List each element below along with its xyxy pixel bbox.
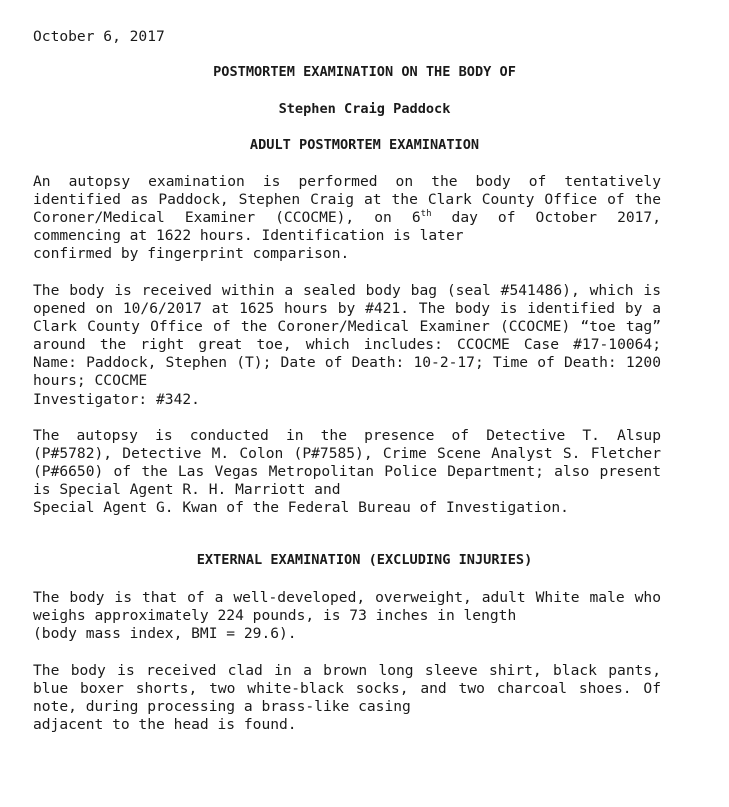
paragraph-text: The body is received clad in a brown long sleeve shirt, black pants, blue boxer shorts, two white-black socks, and two charcoal shoes. Of note, during processing a brass-like casing — [33, 662, 661, 716]
paragraph-text: The autopsy is conducted in the presence of Detective T. Alsup (P#5782), Detective M. Colon (P#7585), Crime Scene Analyst S. Fletcher (P#6650) of the Las Vegas Metropolitan Police Department; also present is Special Agent R. H. Marriott and — [33, 427, 661, 499]
paragraph-text: The body is that of a well-developed, overweight, adult White male who weighs approximately 224 pounds, is 73 inches in length — [33, 589, 661, 625]
paragraph-body-description — [33, 589, 661, 643]
paragraph-text: An autopsy examination is performed on the body of tentatively identified as Paddock, Stephen Craig at the Clark County Office of the Coroner/Medical Examiner (CCOCME), on 6 — [33, 173, 661, 227]
paragraph-clothing — [33, 662, 661, 734]
paragraph-autopsy-intro — [33, 173, 661, 263]
paragraph-text: The body is received within a sealed body bag (seal #541486), which is opened on 10/6/2017 at 1625 hours by #421. The body is identified by a Clark County Office of the Coroner/Medical Examiner (CCOCME) “toe tag” around the right great toe, which includes: CCOCME Case #17-10064; Name: Paddock, Stephen (T); Date of Death: 10-2-17; Time of Death: 1200 hours; CCOCME — [33, 282, 661, 390]
paragraph-presence — [33, 427, 661, 517]
ordinal-suffix: th — [420, 209, 432, 220]
external-exam-heading: EXTERNAL EXAMINATION (EXCLUDING INJURIES) — [196, 552, 533, 568]
paragraph-last-line: adjacent to the head is found. — [33, 716, 297, 734]
document-title: POSTMORTEM EXAMINATION ON THE BODY OF — [213, 64, 516, 80]
exam-type-heading: ADULT POSTMORTEM EXAMINATION — [249, 137, 480, 153]
paragraph-text: day of October 2017, commencing at 1622 hours. Identification is later — [33, 209, 661, 245]
subject-name: Stephen Craig Paddock — [278, 101, 451, 117]
paragraph-body-received — [33, 282, 661, 409]
paragraph-last-line: (body mass index, BMI = 29.6). — [33, 625, 297, 643]
document-date: October 6, 2017 — [33, 28, 165, 45]
paragraph-last-line: Special Agent G. Kwan of the Federal Bureau of Investigation. — [33, 499, 569, 517]
paragraph-last-line: Investigator: #342. — [33, 390, 200, 408]
paragraph-last-line: confirmed by fingerprint comparison. — [33, 245, 350, 263]
